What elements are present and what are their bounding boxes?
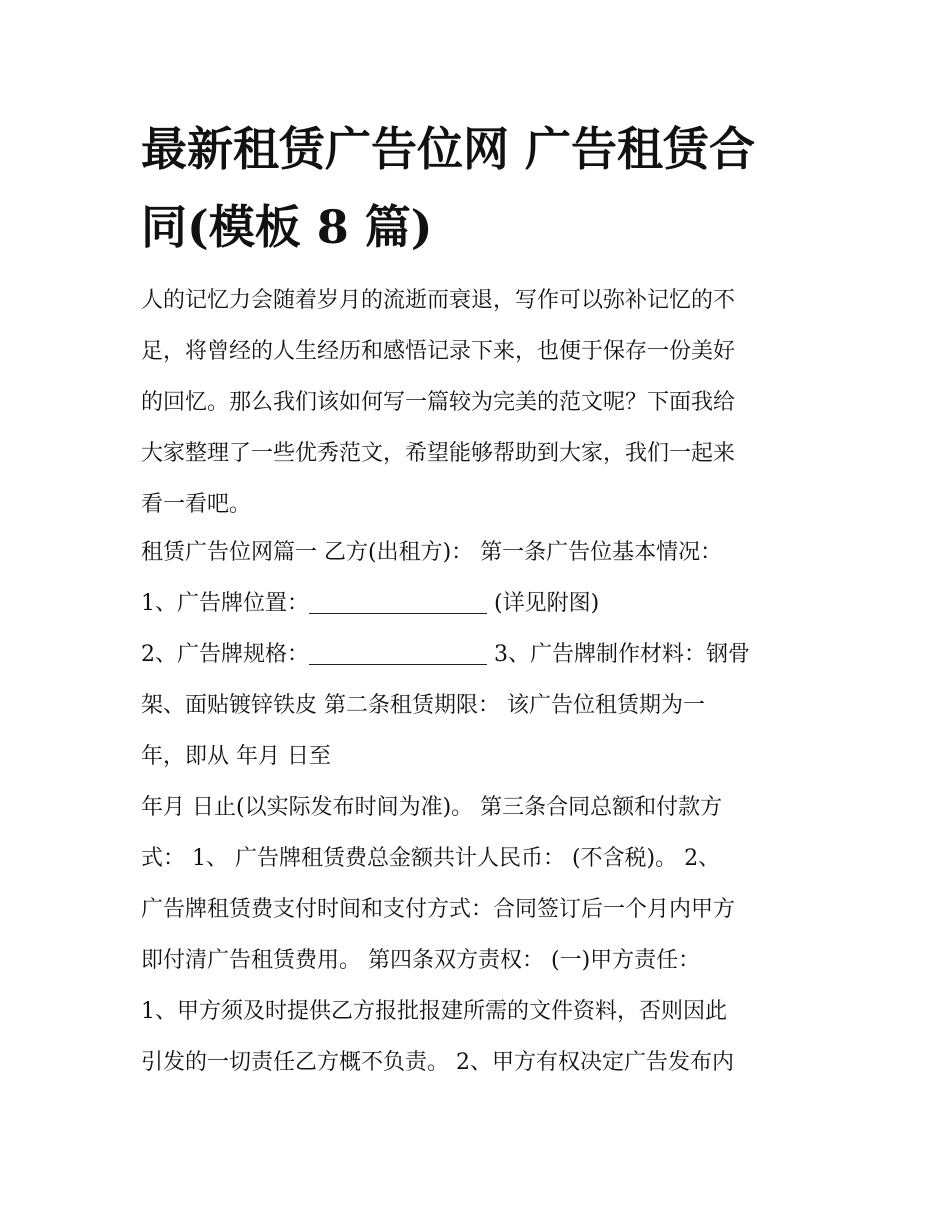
intro-line-3: 的回忆。那么我们该如何写一篇较为完美的范文呢？下面我给 [141,390,736,415]
location-suffix: (详见附图) [487,591,600,616]
section-header-line: 租赁广告位网篇一 乙方(出租方)： 第一条广告位基本情况： [141,540,723,565]
content-line-7: 1、甲方须及时提供乙方报批报建所需的文件资料，否则因此 [141,999,727,1024]
location-blank [309,591,487,614]
spec-suffix: 3、广告牌制作材料：钢骨 [487,642,750,667]
title-line-2: 同(模板 8 篇) [141,200,433,254]
content-line-6: 即付清广告租赁费用。 第四条双方责权： (一)甲方责任： [141,948,701,973]
spec-label: 2、广告牌规格： [141,642,309,667]
content-line-5: 广告牌租赁费支付时间和支付方式：合同签订后一个月内甲方 [141,897,736,922]
content-line-4: 式： 1、 广告牌租赁费总金额共计人民币： (不含税)。 2、 [141,846,721,871]
intro-paragraph [141,275,821,530]
location-label: 1、广告牌位置： [141,591,309,616]
intro-line-1: 人的记忆力会随着岁月的流逝而衰退，写作可以弥补记忆的不 [141,288,736,313]
title-line-1: 最新租赁广告位网 广告租赁合 [141,122,756,176]
location-line [141,578,821,629]
content-line-1: 架、面贴镀锌铁皮 第二条租赁期限： 该广告位租赁期为一 [141,693,705,718]
content-line-3: 年月 日止(以实际发布时间为准)。 第三条合同总额和付款方 [141,795,723,820]
intro-line-4: 大家整理了一些优秀范文，希望能够帮助到大家，我们一起来 [141,441,736,466]
content-line-8: 引发的一切责任乙方概不负责。 2、甲方有权决定广告发布内 [141,1050,734,1075]
intro-line-2: 足，将曾经的人生经历和感悟记录下来，也便于保存一份美好 [141,339,736,364]
spec-line [141,629,821,680]
contract-body [141,527,821,1088]
intro-line-5: 看一看吧。 [141,492,252,517]
content-line-2: 年，即从 年月 日至 [141,744,331,769]
document-title [141,110,821,266]
spec-blank [309,642,487,665]
